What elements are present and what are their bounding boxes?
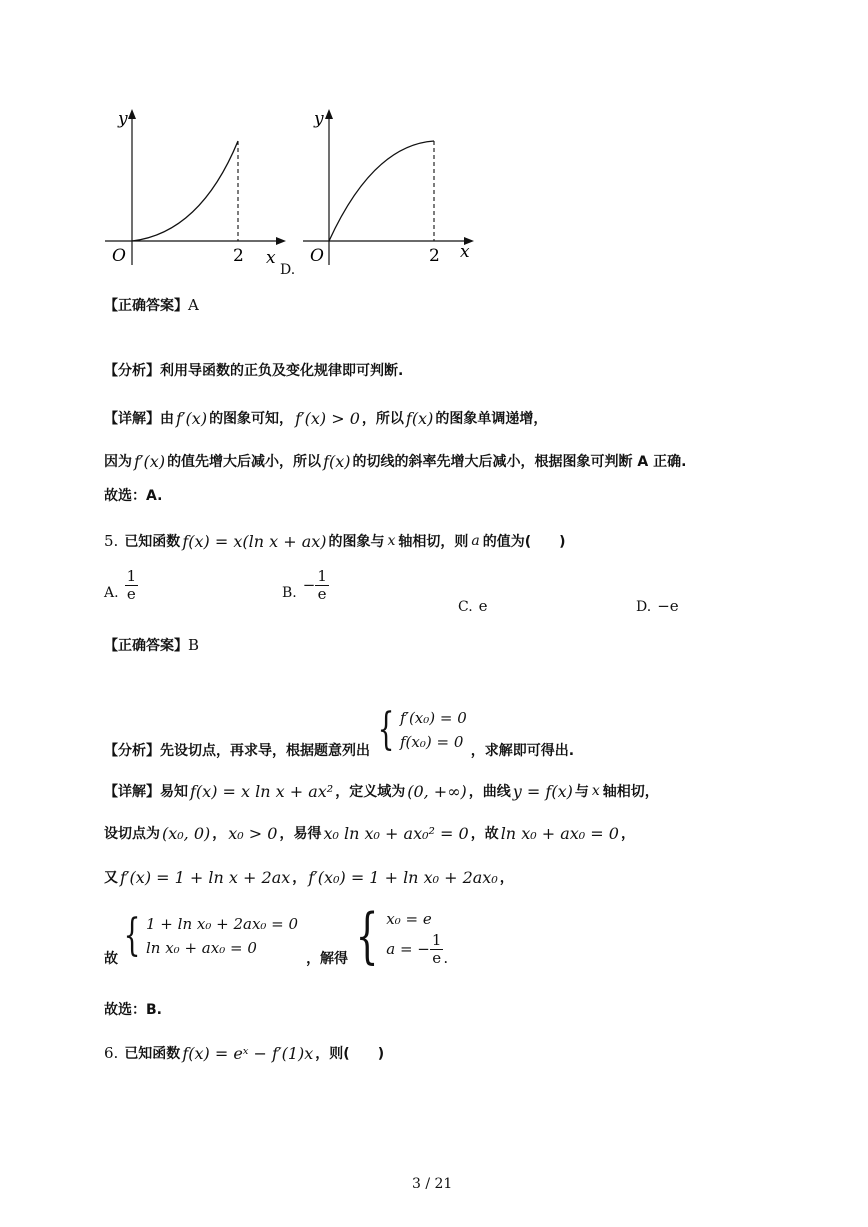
text: 与 (574, 784, 589, 800)
math: ln x₀ + ax₀ = 0 (500, 823, 619, 843)
y-axis-label: y (314, 109, 324, 129)
y-axis-arrow (128, 109, 136, 119)
origin-label: O (112, 246, 126, 266)
equation-system (400, 706, 467, 754)
math: f′(x) = 1 + ln x + 2ax (120, 867, 291, 887)
equation-system (146, 912, 298, 960)
q5-answer (104, 632, 199, 658)
detail-label: 【详解】 (104, 784, 160, 800)
q5-stem (104, 528, 566, 554)
equation: x₀ = e (386, 909, 432, 928)
origin-label: O (310, 246, 324, 266)
equation: 1 + ln x₀ + 2ax₀ = 0 (146, 915, 299, 933)
curve (329, 141, 434, 241)
text: 轴相切，则 (398, 534, 469, 550)
x-axis-arrow (276, 237, 286, 245)
text: ， (620, 826, 635, 842)
equation: ln x₀ + ax₀ = 0 (146, 939, 257, 957)
option-a[interactable] (104, 568, 138, 603)
math: f′(x₀) = 1 + ln x₀ + 2ax₀ (308, 867, 498, 887)
analysis-text: 利用导函数的正负及变化规律即可判断. (160, 363, 404, 379)
y-axis-label: y (118, 109, 128, 129)
answer-value: A (188, 296, 199, 314)
math: (x₀, 0) (162, 823, 211, 843)
option-d[interactable] (636, 596, 679, 615)
text: 的图象单调递增， (435, 411, 548, 427)
denominator: e (126, 585, 136, 603)
y-axis-arrow (325, 109, 333, 119)
q5-detail-line-4 (104, 901, 449, 971)
option-label: B. (282, 585, 297, 601)
q4-analysis (104, 357, 403, 383)
solution-system (386, 906, 443, 967)
q5-detail-line-2 (104, 820, 635, 846)
option-label: C. (458, 599, 473, 615)
option-b[interactable] (282, 568, 329, 603)
math: a (471, 533, 480, 549)
equation: f′(x₀) = 0 (400, 709, 467, 727)
math: x₀ > 0 (228, 823, 278, 843)
tick-label: 2 (429, 246, 440, 266)
curve (132, 141, 238, 241)
math: f′(x) > 0 (295, 408, 360, 428)
text: 的图象与 (328, 534, 385, 550)
left-brace: { (123, 910, 141, 961)
minus-sign: − (302, 576, 316, 594)
answer-label: 【正确答案】 (104, 298, 188, 314)
option-text: −e (657, 597, 679, 615)
math: f′(x) (134, 451, 166, 471)
text: . (443, 949, 449, 967)
math: f(x) = eˣ − f′(1)x (182, 1043, 314, 1063)
text: ， (292, 870, 307, 886)
x-axis-label: x (266, 248, 276, 268)
q6-stem (104, 1040, 384, 1066)
graph-option-c (100, 105, 290, 270)
text: 的图象可知， (209, 411, 294, 427)
text: 易知 (160, 784, 188, 800)
graph-option-d (298, 105, 488, 270)
math: f(x) = x ln x + ax² (190, 781, 334, 801)
text: 故 (104, 951, 118, 967)
equation (386, 932, 443, 967)
math: f(x) = x(ln x + ax) (182, 531, 327, 551)
equation: f(x₀) = 0 (400, 733, 464, 751)
text: ，所以 (361, 411, 404, 427)
text: 已知函数 (124, 534, 181, 550)
page-number: 3 / 21 (412, 1176, 453, 1192)
math: x (387, 533, 396, 549)
q5-detail-line-1 (104, 778, 659, 804)
text: ，曲线 (468, 784, 511, 800)
left-brace: { (377, 704, 395, 755)
math: y = f(x) (512, 781, 573, 801)
denominator: e (317, 585, 327, 603)
text: ，则( ) (315, 1046, 385, 1062)
text: 因为 (104, 454, 132, 470)
fraction (315, 568, 329, 603)
text: ，易得 (279, 826, 322, 842)
text: ，求解即可得出. (470, 743, 575, 759)
text: 由 (160, 411, 174, 427)
fraction (430, 932, 444, 967)
left-brace: { (355, 901, 379, 971)
text: ，解得 (306, 951, 349, 967)
detail-label: 【详解】 (104, 411, 160, 427)
analysis-label: 【分析】 (104, 363, 160, 379)
option-d-label: D. (280, 262, 296, 278)
q5-conclusion (104, 996, 162, 1022)
denominator: e (432, 948, 442, 967)
answer-value: B (188, 636, 200, 654)
option-text: e (478, 597, 488, 615)
question-number: 6. (104, 1044, 119, 1062)
text: 故选：A. (104, 488, 163, 504)
text: a = − (386, 940, 430, 958)
q5-analysis (104, 700, 574, 760)
text: ，定义域为 (335, 784, 406, 800)
option-label: D. (636, 599, 652, 615)
text: ， (212, 826, 227, 842)
math: f(x) (405, 408, 434, 428)
q4-detail-line-2 (104, 448, 686, 474)
q4-detail-line-1 (104, 405, 547, 431)
x-axis-label: x (460, 242, 470, 262)
math: f(x) (323, 451, 351, 471)
text: 先设切点，再求导，根据题意列出 (160, 743, 370, 759)
numerator: 1 (126, 567, 137, 585)
text: 轴相切， (602, 784, 659, 800)
text: 已知函数 (124, 1046, 181, 1062)
numerator: 1 (317, 567, 327, 585)
q5-detail-line-3 (104, 864, 514, 890)
text: 的切线的斜率先增大后减小，根据图象可判断 A 正确. (352, 454, 687, 470)
text: ，故 (470, 826, 499, 842)
option-label: A. (104, 585, 119, 601)
text: ， (499, 870, 514, 886)
tick-label: 2 (233, 246, 244, 266)
math: (0, +∞) (407, 781, 467, 801)
analysis-label: 【分析】 (104, 743, 160, 759)
option-c[interactable] (458, 596, 488, 615)
math: f′(x) (176, 408, 208, 428)
math: x₀ ln x₀ + ax₀² = 0 (323, 823, 469, 843)
text: 故选：B. (104, 1002, 162, 1018)
text: 的值先增大后减小，所以 (167, 454, 322, 470)
numerator: 1 (431, 930, 442, 949)
answer-label: 【正确答案】 (104, 638, 188, 654)
question-number: 5. (104, 532, 119, 550)
text: 设切点为 (104, 826, 160, 842)
text: 的值为( ) (482, 534, 566, 550)
q4-answer (104, 292, 199, 318)
text: 又 (104, 870, 118, 886)
q4-conclusion (104, 482, 162, 508)
fraction (125, 568, 139, 603)
math: x (591, 783, 600, 799)
